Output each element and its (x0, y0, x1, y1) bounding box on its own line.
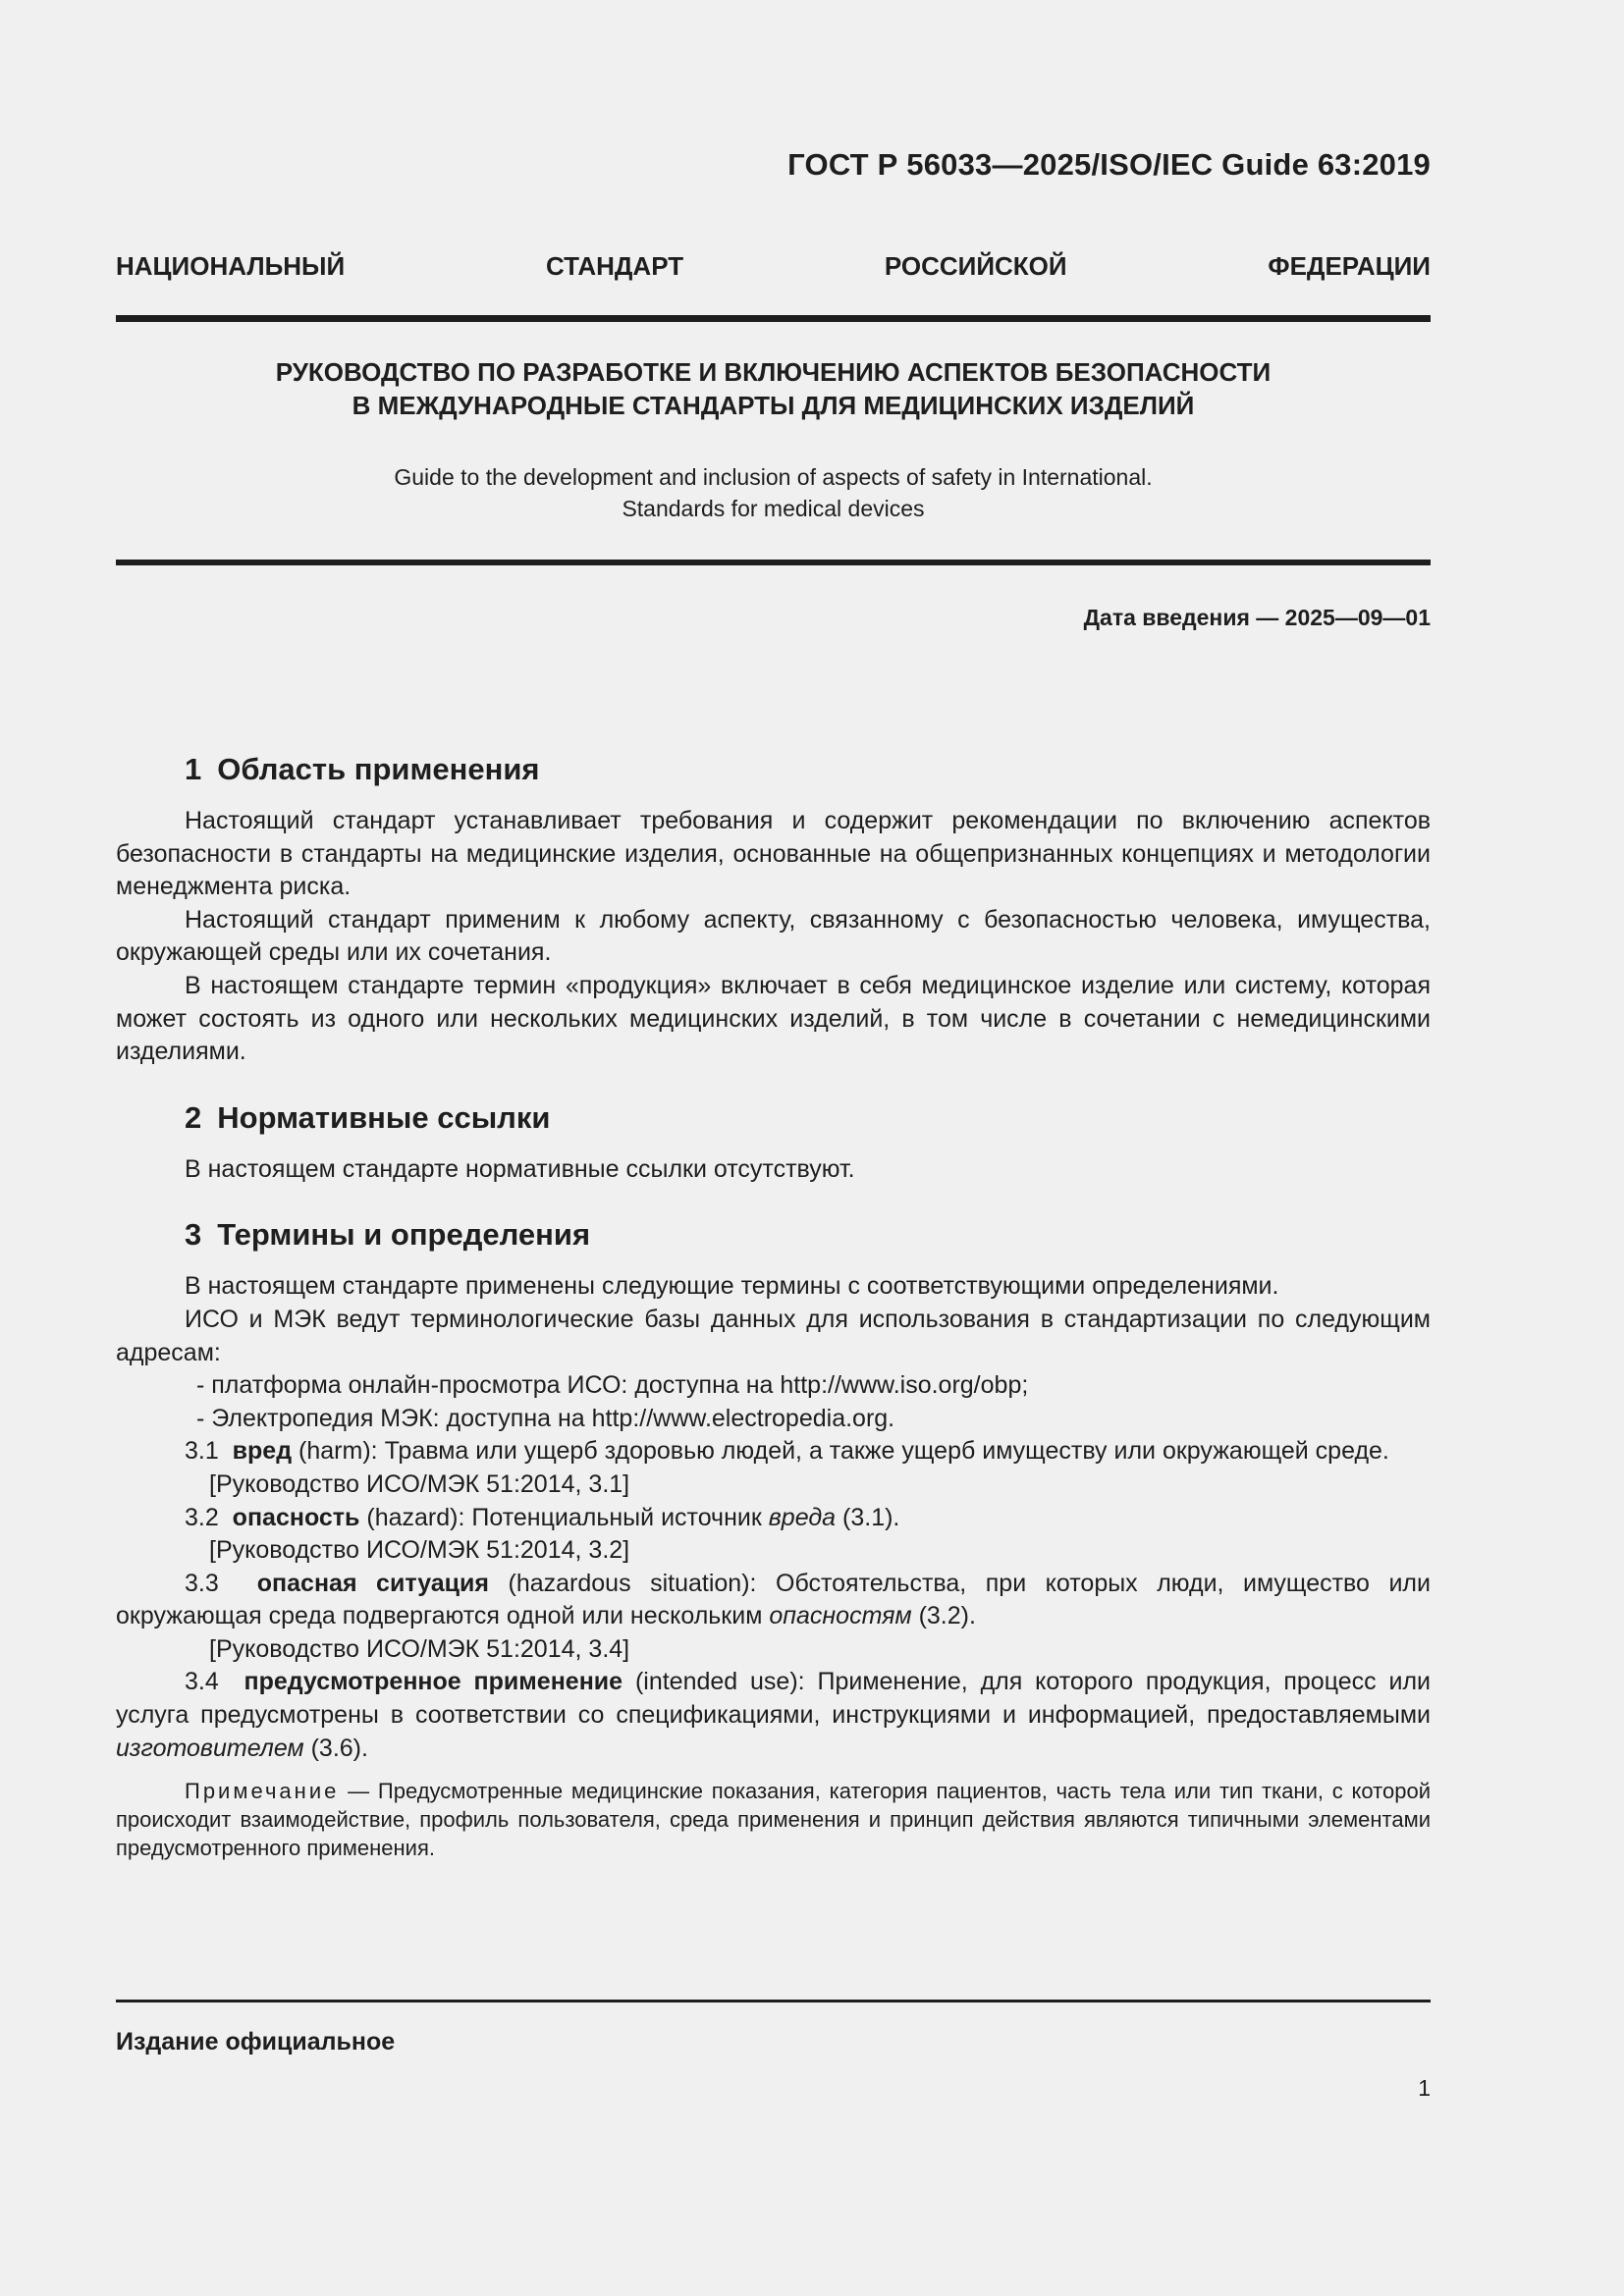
term: опасность (232, 1503, 360, 1531)
title-ru-line-1: РУКОВОДСТВО ПО РАЗРАБОТКЕ И ВКЛЮЧЕНИЮ АСПЕКТОВ БЕЗОПАСНОСТИ (275, 357, 1272, 387)
list-item: - Электропедия МЭК: доступна на http://www.electropedia.org. (196, 1404, 895, 1432)
section-number: 2 (185, 1099, 202, 1135)
term: предусмотренное применение (244, 1668, 623, 1696)
section-number: 1 (185, 752, 202, 786)
term-entry: 3.2 опасность (hazard): Потенциальный источник вреда (3.1). (185, 1503, 900, 1531)
note-label: Примечание (185, 1779, 340, 1804)
title-ru-line-2: В МЕЖДУНАРОДНЫЕ СТАНДАРТЫ ДЛЯ МЕДИЦИНСКИХ ИЗДЕЛИЙ (352, 391, 1195, 420)
title-en-line-2: Standards for medical devices (622, 496, 925, 521)
footer-rule (116, 2000, 1431, 2002)
national-standard-heading: НАЦИОНАЛЬНЫЙ СТАНДАРТ РОССИЙСКОЙ ФЕДЕРАЦИИ (116, 251, 1431, 281)
term-reference: [Руководство ИСО/МЭК 51:2014, 3.2] (209, 1536, 630, 1565)
introduction-date: Дата введения — 2025—09—01 (1083, 605, 1431, 630)
page-number: 1 (1418, 2075, 1431, 2101)
note-text: — Предусмотренные медицинские показания, категория пациентов, часть тела или тип ткани, с которой происходит взаимодействие, профиль пользователя, среда применения и принцип действия являются типичными элементами предусмотренного применения. (116, 1779, 1431, 1861)
title-english (116, 461, 1431, 524)
term-entry: 3.1 вред (harm): Травма или ущерб здоровью людей, а также ущерб имуществу или окружающей среде. (185, 1437, 1389, 1466)
official-edition: Издание официальное (116, 2028, 396, 2056)
term-reference: [Руководство ИСО/МЭК 51:2014, 3.1] (209, 1469, 630, 1498)
paragraph: В настоящем стандарте термин «продукция» включает в себя медицинское изделие или систему, которая может состоять из одного или нескольких медицинских изделий, в том числе в сочетании с немедицинскими изделиями. (116, 971, 1431, 1066)
section-title: Область применения (217, 752, 540, 786)
paragraph: В настоящем стандарте нормативные ссылки отсутствуют. (185, 1154, 855, 1183)
section-1-heading (116, 750, 1431, 789)
title-bottom-rule (116, 560, 1431, 565)
list-item: - платформа онлайн-просмотра ИСО: доступна на http://www.iso.org/obp; (196, 1371, 1029, 1400)
term-entry: 3.3 опасная ситуация (hazardous situation): Обстоятельства, при которых люди, имущество или окружающая среда подвергаются одной или нескольким опасностям (3.2). (116, 1569, 1431, 1630)
paragraph: В настоящем стандарте применены следующие термины с соответствующими определениями. (185, 1272, 1279, 1301)
paragraph: ИСО и МЭК ведут терминологические базы данных для использования в стандартизации по следующим адресам: (116, 1305, 1431, 1366)
document-body (116, 750, 1431, 1862)
section-3-heading (116, 1215, 1431, 1255)
section-title: Нормативные ссылки (217, 1099, 551, 1135)
section-number: 3 (185, 1217, 202, 1253)
paragraph: Настоящий стандарт применим к любому аспекту, связанному с безопасностью человека, имущества, окружающей среды или их сочетания. (116, 905, 1431, 967)
term: опасная ситуация (256, 1569, 489, 1597)
term-entry: 3.4 предусмотренное применение (intended use): Применение, для которого продукция, процесс или услуга предусмотрены в соответствии со спецификациями, инструкциями и информацией, предоставляемыми изготовителем (3.6). (116, 1668, 1432, 1762)
note (116, 1777, 1431, 1862)
title-russian (116, 355, 1431, 422)
paragraph: Настоящий стандарт устанавливает требования и содержит рекомендации по включению аспектов безопасности в стандарты на медицинские изделия, основанные на общепризнанных концепциях и методологии менеджмента риска. (116, 807, 1431, 901)
term-reference: [Руководство ИСО/МЭК 51:2014, 3.4] (209, 1634, 630, 1663)
term: вред (232, 1437, 293, 1466)
section-2-heading (116, 1098, 1431, 1138)
top-rule (116, 315, 1431, 322)
title-en-line-1: Guide to the development and inclusion of aspects of safety in International. (394, 464, 1153, 490)
document-code: ГОСТ Р 56033—2025/ISO/IEC Guide 63:2019 (787, 147, 1431, 182)
section-title: Термины и определения (217, 1217, 591, 1253)
